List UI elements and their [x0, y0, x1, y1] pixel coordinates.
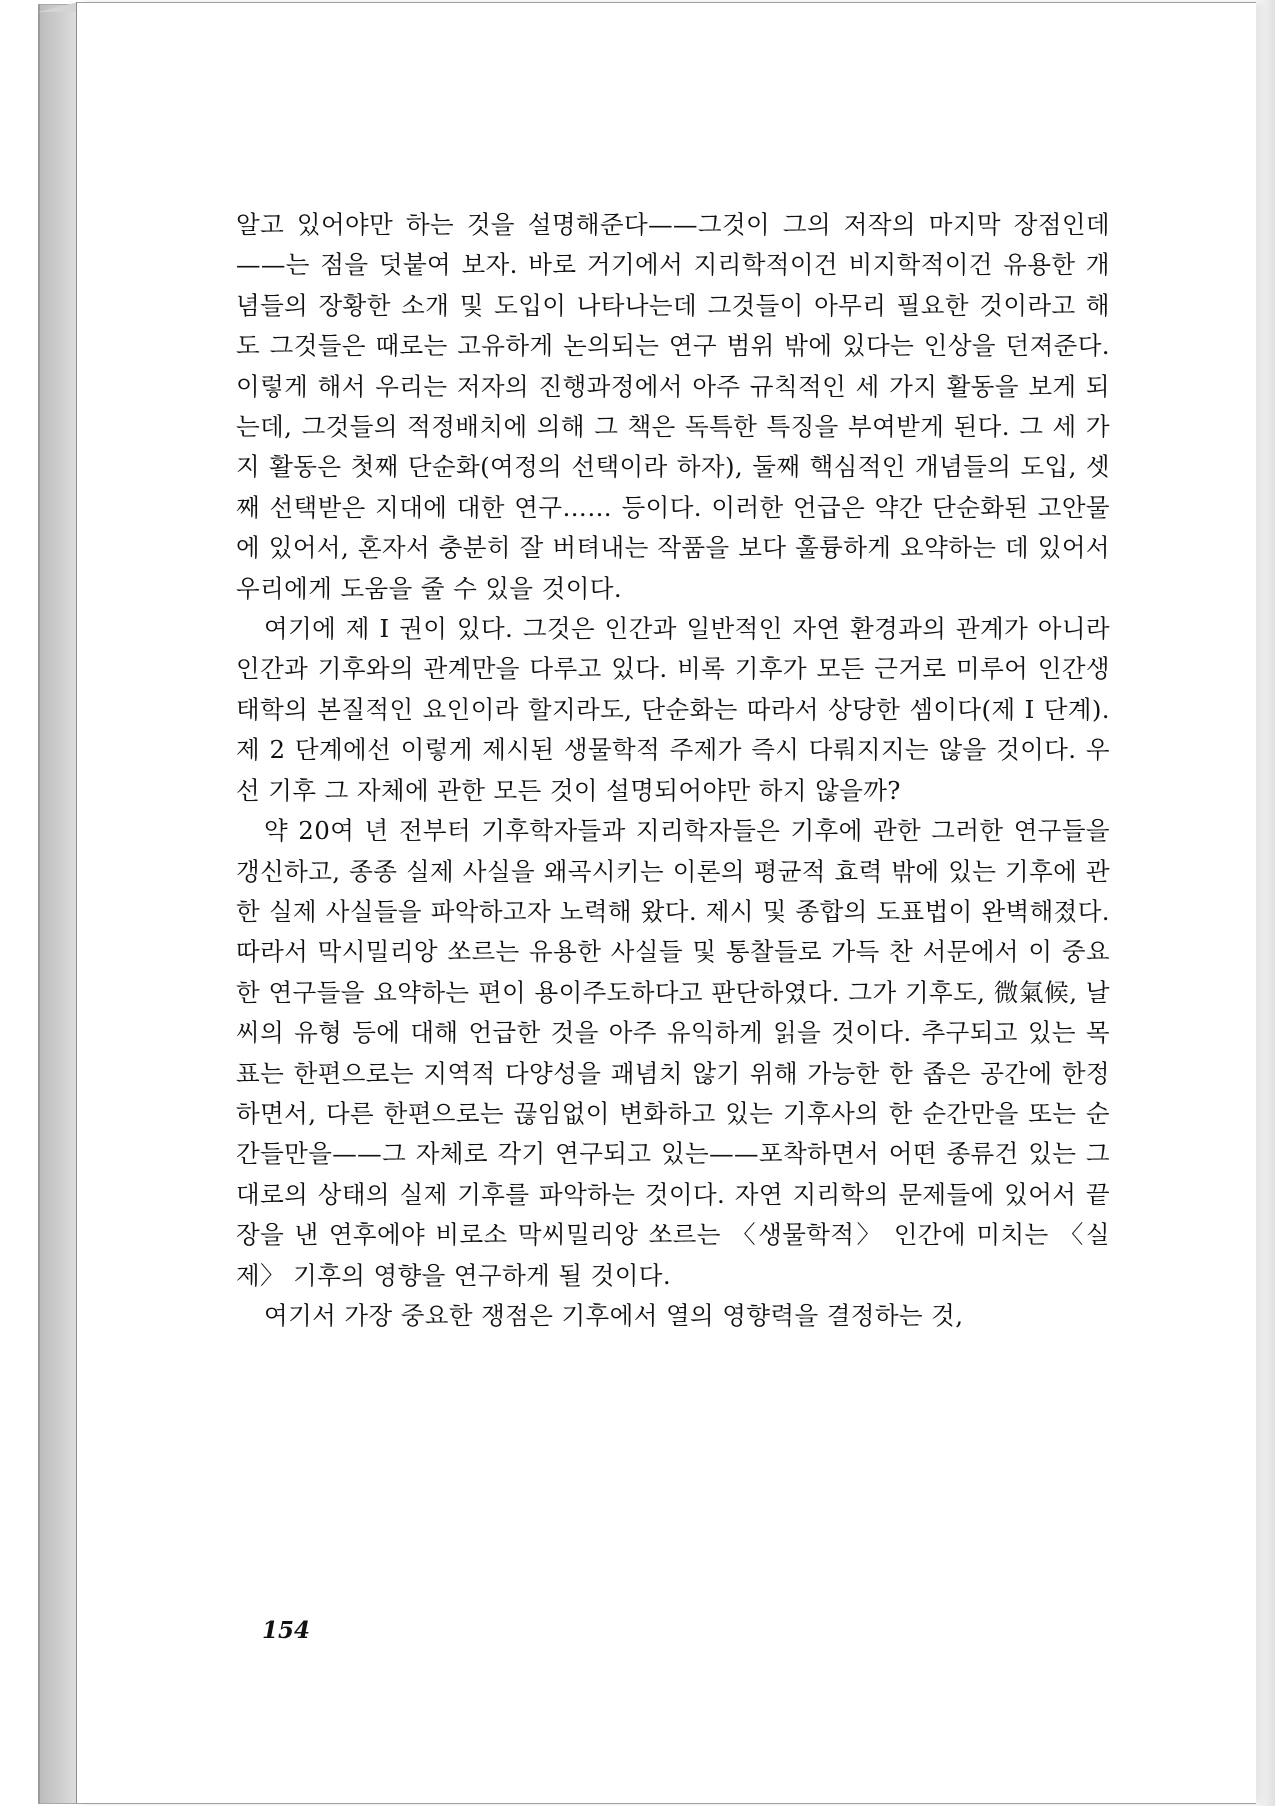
book-spine-edge [38, 4, 80, 1804]
paragraph-3: 약 20여 년 전부터 기후학자들과 지리학자들은 기후에 관한 그러한 연구들을 갱신하고, 종종 실제 사실을 왜곡시키는 이론의 평균적 효력 밖에 있는 기후에 관한 실제 사실들을 파악하고자 노력해 왔다. 제시 및 종합의 도표법이 완벽해졌다. 따라서 막시밀리앙 쏘르는 유용한 사실들 및 통찰들로 가득 찬 서문에서 이 중요한 연구들을 요약하는 편이 용이주도하다고 판단하였다. 그가 기후도, 微氣候, 날씨의 유형 등에 대해 언급한 것을 아주 유익하게 읽을 것이다. 추구되고 있는 목표는 한편으로는 지역적 다양성을 괘념치 않기 위해 가능한 한 좁은 공간에 한정하면서, 다른 한편으로는 끊임없이 변화하고 있는 기후사의 한 순간만을 또는 순간들만을——그 자체로 각기 연구되고 있는——포착하면서 어떤 종류건 있는 그대로의 상태의 실제 기후를 파악하는 것이다. 자연 지리학의 문제들에 있어서 끝장을 낸 연후에야 비로소 막씨밀리앙 쏘르는 〈생물학적〉 인간에 미치는 〈실제〉 기후의 영향을 연구하게 될 것이다. [236, 816, 1111, 1290]
page-body-text [236, 205, 1110, 1336]
paragraph-1: 알고 있어야만 하는 것을 설명해준다——그것이 그의 저작의 마지막 장점인데——는 점을 덧붙여 보자. 바로 거기에서 지리학적이건 비지학적이건 유용한 개념들의 장황한 소개 및 도입이 나타나는데 그것들이 아무리 필요한 것이라고 해도 그것들은 때로는 고유하게 논의되는 연구 범위 밖에 있다는 인상을 던져준다. 이렇게 해서 우리는 저자의 진행과정에서 아주 규칙적인 세 가지 활동을 보게 되는데, 그것들의 적정배치에 의해 그 책은 독특한 특징을 부여받게 된다. 그 세 가지 활동은 첫째 단순화(여정의 선택이라 하자), 둘째 핵심적인 개념들의 도입, 셋째 선택받은 지대에 대한 연구…… 등이다. 이러한 언급은 약간 단순화된 고안물에 있어서, 혼자서 충분히 잘 버텨내는 작품을 보다 훌륭하게 요약하는 데 있어서 우리에게 도움을 줄 수 있을 것이다. [236, 210, 1110, 603]
book-spine-top [38, 2, 78, 12]
page-right-shadow [1255, 0, 1275, 1806]
page-number: 154 [262, 1617, 311, 1644]
paragraph-4: 여기서 가장 중요한 쟁점은 기후에서 열의 영향력을 결정하는 것, [264, 1300, 964, 1330]
paragraph-2: 여기에 제 I 권이 있다. 그것은 인간과 일반적인 자연 환경과의 관계가 아니라 인간과 기후와의 관계만을 다루고 있다. 비록 기후가 모든 근거로 미루어 인간생태학의 본질적인 요인이라 할지라도, 단순화는 따라서 상당한 셈이다(제 I 단계). 제 2 단계에선 이렇게 제시된 생물학적 주제가 즉시 다뤄지지는 않을 것이다. 우선 기후 그 자체에 관한 모든 것이 설명되어야만 하지 않을까? [236, 614, 1110, 805]
